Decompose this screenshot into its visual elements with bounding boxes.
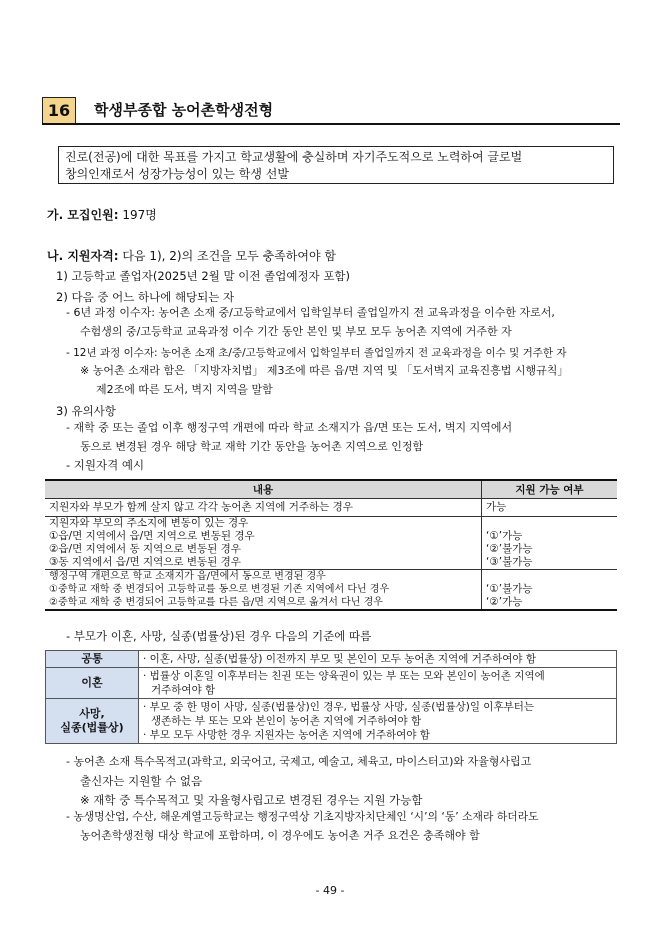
- common-label: 공통: [46, 651, 139, 668]
- section-title: 학생부종합 농어촌학생전형: [94, 101, 274, 119]
- caution-2: - 지원자격 예시: [66, 458, 145, 472]
- row2-content: [45, 517, 482, 570]
- six-year-line-1: - 6년 과정 이수자: 농어촌 소재 중/고등학교에서 입학일부터 졸업일까지 전 교육과정을 이수한 자로서,: [66, 306, 555, 319]
- row3-content: [45, 570, 482, 611]
- page-number: - 49 -: [315, 884, 345, 897]
- divorce-label: 이혼: [46, 668, 139, 699]
- header-divider: [42, 123, 620, 125]
- header-availability: 지원 가능 여부: [482, 480, 618, 499]
- agri-school-line-2: 농어촌학생전형 대상 학교에 포함하며, 이 경우에도 농어촌 거주 요건은 충족해야 함: [80, 829, 480, 842]
- row2-title: 지원자와 부모의 주소지에 변동이 있는 경우: [49, 517, 249, 529]
- row2-line-3: ③동 지역에서 읍/면 지역으로 변동된 경우: [49, 556, 241, 568]
- table-row: [46, 651, 617, 668]
- death-label-2: 실종(법률상): [60, 721, 124, 734]
- row3-line-1: ①중학교 재학 중 변경되어 고등학교를 동으로 변경된 기존 지역에서 다닌 경우: [49, 584, 390, 595]
- row3-result-1: ‘①’불가능: [486, 583, 533, 595]
- eligibility-text: 다음 1), 2)의 조건을 모두 충족하여야 함: [122, 249, 336, 263]
- caution-1-line-2: 동으로 변경된 경우 해당 학교 재학 기간 동안을 농어촌 지역으로 인정함: [80, 440, 424, 453]
- intro-line-1: 진로(전공)에 대한 목표를 가지고 학교생활에 충실하며 자기주도적으로 노력하여 글로벌: [65, 150, 523, 164]
- intro-box: [58, 146, 614, 184]
- special-school-line-2: 출신자는 지원할 수 없음: [80, 774, 203, 788]
- eligibility-item-2: 2) 다음 중 어느 하나에 해당되는 자: [56, 290, 235, 304]
- eligibility-item-1: 1) 고등학교 졸업자(2025년 2월 말 이전 졸업예정자 포함): [56, 269, 351, 283]
- row3-line-2: ②중학교 재학 중 변경되어 고등학교를 다른 읍/면 지역으로 옮겨서 다닌 경우: [49, 597, 383, 608]
- table-header-row: [45, 480, 617, 499]
- recruit-label: 가. 모집인원:: [47, 208, 119, 222]
- row2-result: [482, 517, 618, 570]
- agri-school-line-1: - 농생명산업, 수산, 해운계열고등학교는 행정구역상 기초지방자치단체인 ‘시’의 ‘동’ 소재라 하더라도: [66, 810, 539, 823]
- row2-result-1: ‘①’가능: [486, 530, 523, 542]
- divorce-text-2: 거주하여야 함: [151, 684, 216, 696]
- parents-status-table: [45, 650, 617, 744]
- death-label-1: 사망,: [79, 707, 105, 720]
- rural-note-line-2: 제2조에 따른 도서, 벽지 지역을 말함: [96, 383, 273, 396]
- table-row: [46, 699, 617, 744]
- table-row: [45, 570, 617, 611]
- section-header: [42, 97, 620, 125]
- death-text-3: · 부모 모두 사망한 경우 지원자는 농어촌 지역에 거주하여야 함: [143, 729, 430, 741]
- row1-result: 가능: [482, 499, 618, 517]
- death-text-2: 생존하는 부 또는 모와 본인이 농어촌 지역에 거주하여야 함: [151, 715, 422, 727]
- recruit-value: 197명: [122, 208, 157, 222]
- special-school-line-1: - 농어촌 소재 특수목적고(과학고, 외국어고, 국제고, 예술고, 체육고, 마이스터고)와 자율형사립고: [66, 755, 532, 768]
- recruit-count: [47, 206, 157, 224]
- table-row: [45, 517, 617, 570]
- death-text-1: · 부모 중 한 명이 사망, 실종(법률상)인 경우, 법률상 사망, 실종(법률상)일 이후부터는: [143, 701, 535, 713]
- intro-line-2: 창의인재로서 성장가능성이 있는 학생 선발: [65, 167, 289, 181]
- parents-rule: - 부모가 이혼, 사망, 실종(법률상)된 경우 다음의 기준에 따름: [66, 629, 372, 643]
- row3-title: 행정구역 개편으로 학교 소재지가 읍/면에서 동으로 변경된 경우: [49, 571, 326, 582]
- row1-content: 지원자와 부모가 함께 살지 않고 각각 농어촌 지역에 거주하는 경우: [45, 499, 482, 517]
- row2-line-1: ①읍/면 지역에서 읍/면 지역으로 변동된 경우: [49, 530, 255, 542]
- twelve-year-line: - 12년 과정 이수자: 농어촌 소재 초/중/고등학교에서 입학일부터 졸업일까지 전 교육과정을 이수 및 거주한 자: [66, 347, 567, 359]
- common-text: · 이혼, 사망, 실종(법률상) 이전까지 부모 및 본인이 모두 농어촌 지역에 거주하여야 함: [139, 651, 617, 668]
- death-label: [46, 699, 139, 744]
- table-row: [45, 499, 617, 517]
- divorce-text: [139, 668, 617, 699]
- row2-result-2: ‘②’불가능: [486, 543, 533, 555]
- six-year-line-2: 수험생의 중/고등학교 교육과정 이수 기간 동안 본인 및 부모 모두 농어촌 지역에 거주한 자: [80, 325, 512, 338]
- table-row: [46, 668, 617, 699]
- row3-result-2: ‘②’가능: [486, 596, 523, 608]
- eligibility-heading: [47, 247, 336, 265]
- section-number: 16: [42, 97, 76, 125]
- header-content: 내용: [45, 480, 482, 499]
- caution-1-line-1: - 재학 중 또는 졸업 이후 행정구역 개편에 따라 학교 소재지가 읍/면 또는 도서, 벽지 지역에서: [66, 421, 513, 434]
- rural-note-line-1: ※ 농어촌 소재라 함은 「지방자치법」 제3조에 따른 읍/면 지역 및 「도서벽지 교육진흥법 시행규칙」: [80, 364, 569, 377]
- row2-result-3: ‘③’불가능: [486, 556, 533, 568]
- eligibility-item-3: 3) 유의사항: [56, 404, 116, 418]
- row2-line-2: ②읍/면 지역에서 동 지역으로 변동된 경우: [49, 543, 241, 555]
- special-school-note: ※ 재학 중 특수목적고 및 자율형사립고로 변경된 경우는 지원 가능함: [80, 793, 423, 807]
- divorce-text-1: · 법률상 이혼일 이후부터는 친권 또는 양육권이 있는 부 또는 모와 본인이 농어촌 지역에: [143, 670, 545, 682]
- eligibility-example-table: [45, 479, 617, 611]
- row3-result: [482, 570, 618, 611]
- death-text: [139, 699, 617, 744]
- eligibility-label: 나. 지원자격:: [47, 249, 119, 263]
